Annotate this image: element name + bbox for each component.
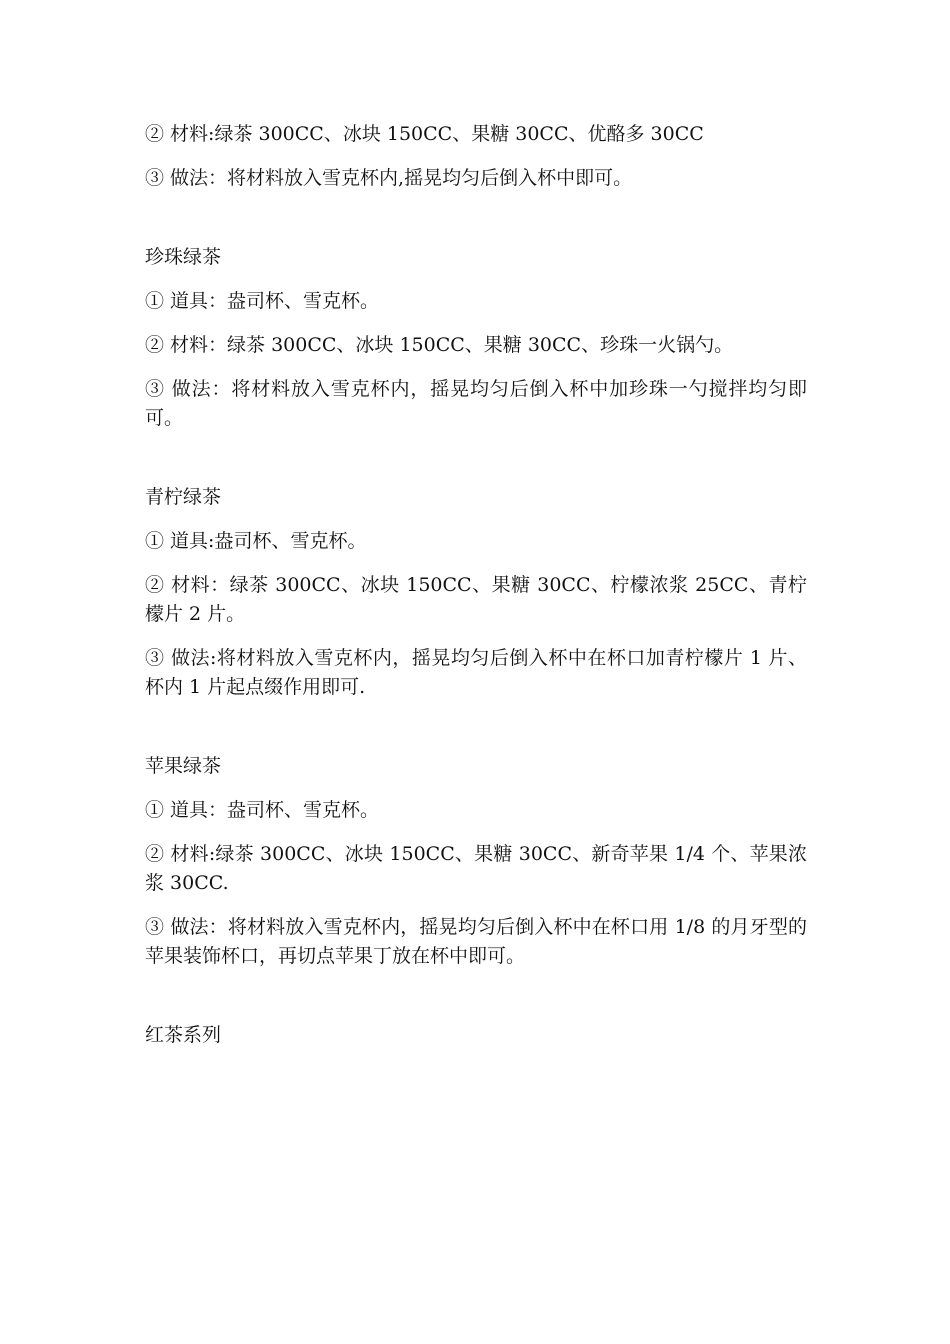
section-method: ③ 做法：将材料放入雪克杯内，摇晃均匀后倒入杯中在杯口用 1/8 的月牙型的苹果装饰杯口，再切点苹果丁放在杯中即可。 <box>145 916 807 967</box>
section-method: ③ 做法:将材料放入雪克杯内，摇晃均匀后倒入杯中在杯口加青柠檬片 1 片、杯内 1 片起点缀作用即可. <box>145 647 807 698</box>
intro-method: ③ 做法：将材料放入雪克杯内,摇晃均匀后倒入杯中即可。 <box>145 167 633 189</box>
document-content <box>145 120 807 1065</box>
section-gap <box>145 717 807 752</box>
section-tools: ① 道具：盎司杯、雪克杯。 <box>145 799 380 821</box>
section-pearl-green-tea <box>145 243 807 433</box>
section-tools: ① 道具:盎司杯、雪克杯。 <box>145 530 367 552</box>
section-apple-green-tea <box>145 752 807 971</box>
section-lime-green-tea <box>145 483 807 702</box>
footer-heading: 红茶系列 <box>145 1024 222 1046</box>
section-gap <box>145 448 807 483</box>
section-materials: ② 材料：绿茶 300CC、冰块 150CC、果糖 30CC、珍珠一火锅勺。 <box>145 334 734 356</box>
section-method: ③ 做法：将材料放入雪克杯内，摇晃均匀后倒入杯中加珍珠一勺搅拌均匀即可。 <box>145 378 807 429</box>
section-title: 苹果绿茶 <box>145 755 222 777</box>
section-tools: ① 道具：盎司杯、雪克杯。 <box>145 290 380 312</box>
section-materials: ② 材料：绿茶 300CC、冰块 150CC、果糖 30CC、柠檬浓浆 25CC、青柠檬片 2 片。 <box>145 574 807 625</box>
section-gap <box>145 208 807 243</box>
section-gap <box>145 986 807 1021</box>
intro-materials: ② 材料:绿茶 300CC、冰块 150CC、果糖 30CC、优酪多 30CC <box>145 123 704 145</box>
section-materials: ② 材料:绿茶 300CC、冰块 150CC、果糖 30CC、新奇苹果 1/4 个、苹果浓浆 30CC. <box>145 843 807 894</box>
section-title: 珍珠绿茶 <box>145 246 222 268</box>
section-title: 青柠绿茶 <box>145 486 222 508</box>
